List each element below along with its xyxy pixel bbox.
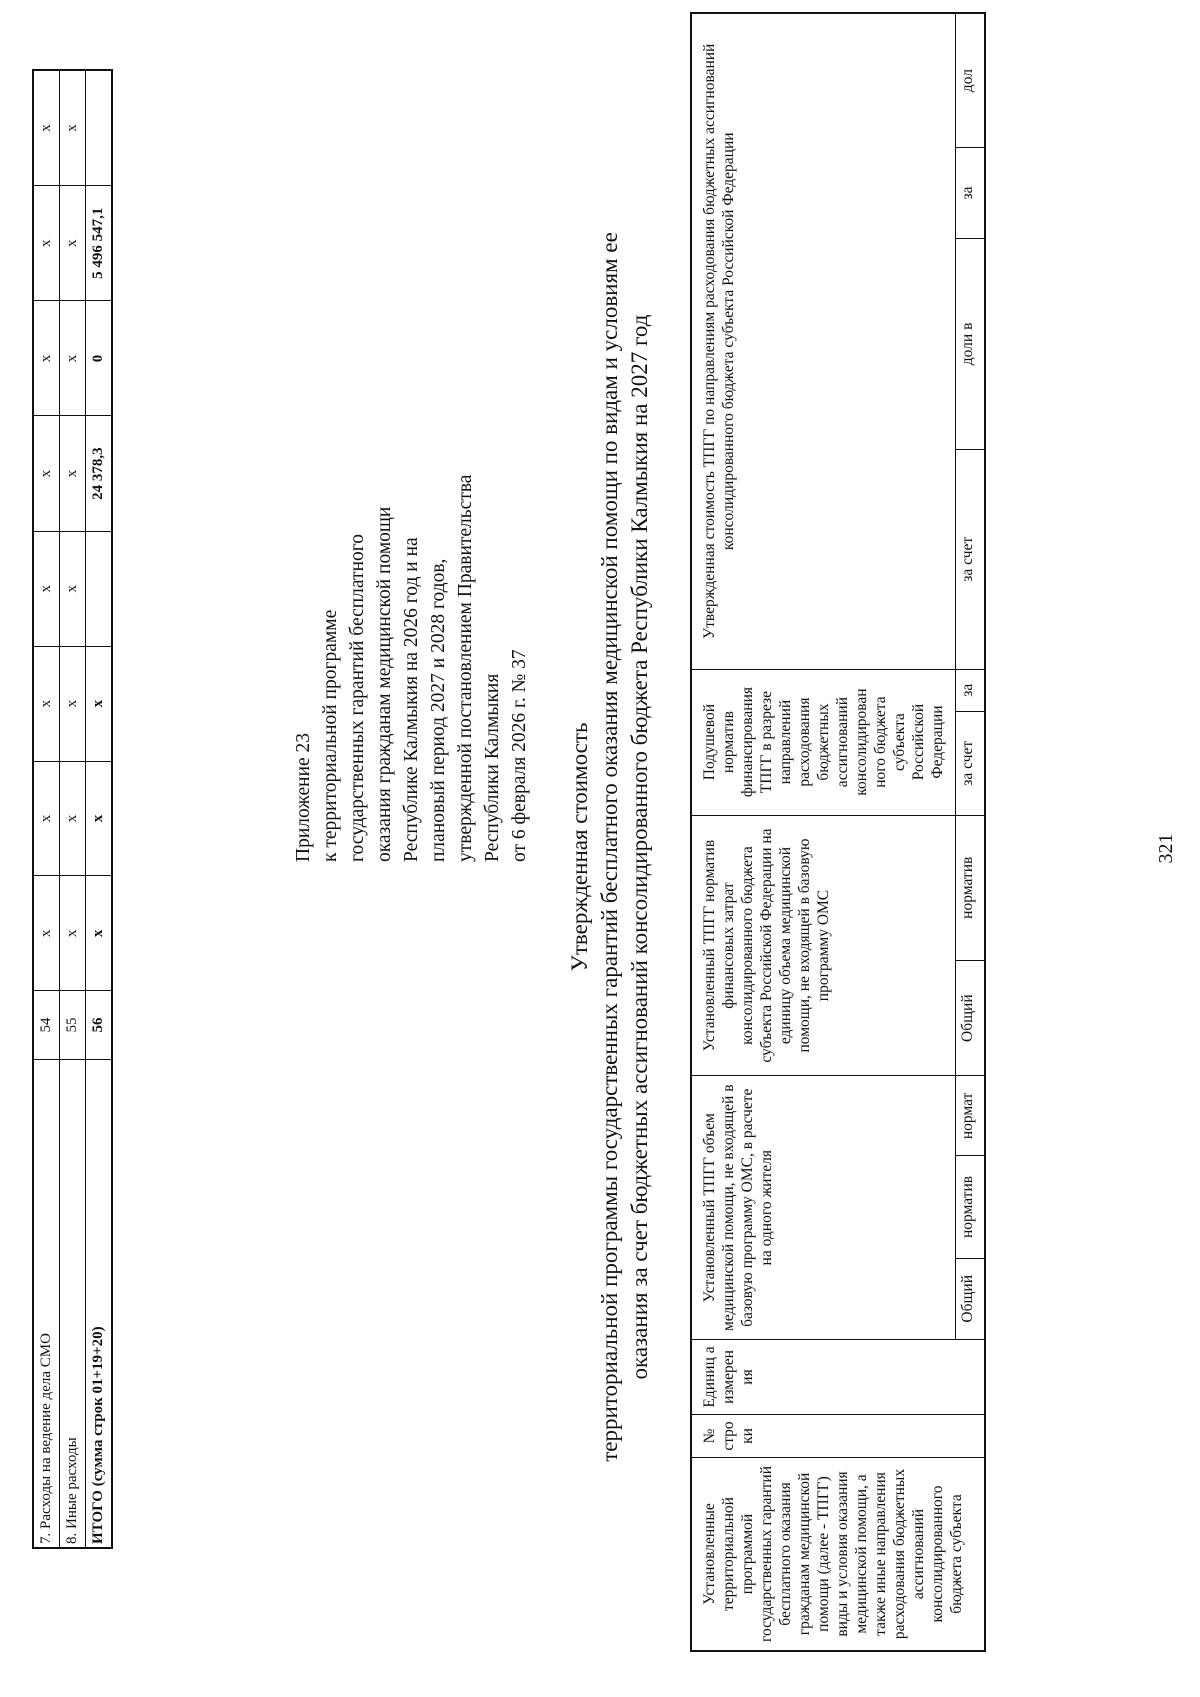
header-cell: Подушевой норматив финансирования ТПГГ в разрезе направлений расходования бюджетных ассигнований консолидирован ного бюджета субъекта Российской Федерации <box>691 669 956 815</box>
header-cell: Утвержденная стоимость ТПГГ по направлениям расходования бюджетных ассигнований консолидированного бюджета субъекта Российской Федерации <box>691 13 956 669</box>
cell: х <box>60 646 86 761</box>
cell: 5 496 547,1 <box>86 185 113 301</box>
appendix-line: Республики Калмыкия <box>482 673 503 862</box>
cell: х <box>60 531 86 646</box>
row-name: ИТОГО (сумма строк 01+19+20) <box>86 1059 113 1548</box>
cell: х <box>33 646 60 761</box>
cell: х <box>60 761 86 876</box>
title-line: территориальной программы государственных гарантий бесплатного оказания медицинской помощи по видам и условиям ее <box>597 232 622 1462</box>
cost-table <box>690 12 986 1652</box>
row-number: 54 <box>33 991 60 1059</box>
appendix-line: Республике Калмыкия на 2026 год и на <box>401 537 422 862</box>
subheader-cell: за <box>956 669 986 711</box>
subheader-cell: нормат <box>956 1076 986 1156</box>
subheader-cell: доли в <box>956 238 986 449</box>
appendix-line: к территориальной программе <box>320 609 341 862</box>
cell: х <box>86 876 113 991</box>
table-row-total <box>86 70 113 1548</box>
cell: 0 <box>86 301 113 416</box>
appendix-line: оказания гражданам медицинской помощи <box>374 506 395 862</box>
table-header-row <box>691 13 956 1651</box>
appendix-line: Приложение 23 <box>293 732 314 862</box>
row-number: 55 <box>60 991 86 1059</box>
appendix-line: государственных гарантий бесплатного <box>347 533 368 862</box>
table-row <box>60 70 86 1548</box>
cell: х <box>33 531 60 646</box>
subheader-cell: за счет <box>956 450 986 670</box>
cell: 24 378,3 <box>86 416 113 531</box>
cell: х <box>86 761 113 876</box>
document-title <box>565 57 655 1637</box>
header-cell: Единиц а измерен ия <box>691 1340 985 1415</box>
subheader-cell: норматив <box>956 1156 986 1258</box>
cell: х <box>33 876 60 991</box>
row-name: 8. Иные расходы <box>60 1059 86 1548</box>
header-cell: № стро ки <box>691 1415 985 1458</box>
header-cell: Установленные территориальной программой государственных гарантий бесплатного оказания гражданам медицинской помощи (далее - ТПГГ) виды и условия оказания медицинской помощи, а также иные направления расходования бюджетных ассигнований консолидированного бюджета субъекта <box>691 1458 985 1652</box>
subheader-cell: за счет <box>956 711 986 815</box>
row-number: 56 <box>86 991 113 1059</box>
appendix-line: от 6 февраля 2026 г. № 37 <box>509 649 530 862</box>
subheader-cell: Общий <box>956 1258 986 1339</box>
title-line: Утвержденная стоимость <box>567 722 592 972</box>
subheader-cell: Общий <box>956 960 986 1076</box>
cell: х <box>33 761 60 876</box>
cell <box>86 70 113 185</box>
cell: х <box>33 185 60 301</box>
header-cell: Установленный ТПГГ объем медицинской помощи, не входящей в базовую программу ОМС, в расчете на одного жителя <box>691 1076 956 1340</box>
subheader-cell: за <box>956 148 986 239</box>
appendix-line: утвержденной постановлением Правительства <box>455 474 476 862</box>
appendix-line: плановый период 2027 и 2028 годов, <box>428 558 449 862</box>
cell: х <box>33 416 60 531</box>
row-name: 7. Расходы на ведение дела СМО <box>33 1059 60 1548</box>
cell <box>86 531 113 646</box>
cell: х <box>86 646 113 761</box>
cell: х <box>60 70 86 185</box>
page-number: 321 <box>1155 833 1177 864</box>
cell: х <box>33 301 60 416</box>
table-row <box>33 70 60 1548</box>
appendix-note <box>290 82 533 862</box>
header-cell: Установленный ТПГГ норматив финансовых затрат консолидированного бюджета субъекта Российской Федерации на единицу объема медицинской помощи, не входящей в базовую программу ОМС <box>691 815 956 1076</box>
subheader-cell: норматив <box>956 815 986 960</box>
cell: х <box>60 416 86 531</box>
title-line: оказания за счет бюджетных ассигнований консолидированного бюджета Республики Калмыкия на 2027 год <box>627 314 652 1380</box>
cell: х <box>60 185 86 301</box>
cell: х <box>60 876 86 991</box>
cell: х <box>60 301 86 416</box>
cell: х <box>33 70 60 185</box>
continuation-table <box>32 69 113 1549</box>
subheader-cell: дол <box>956 13 986 148</box>
